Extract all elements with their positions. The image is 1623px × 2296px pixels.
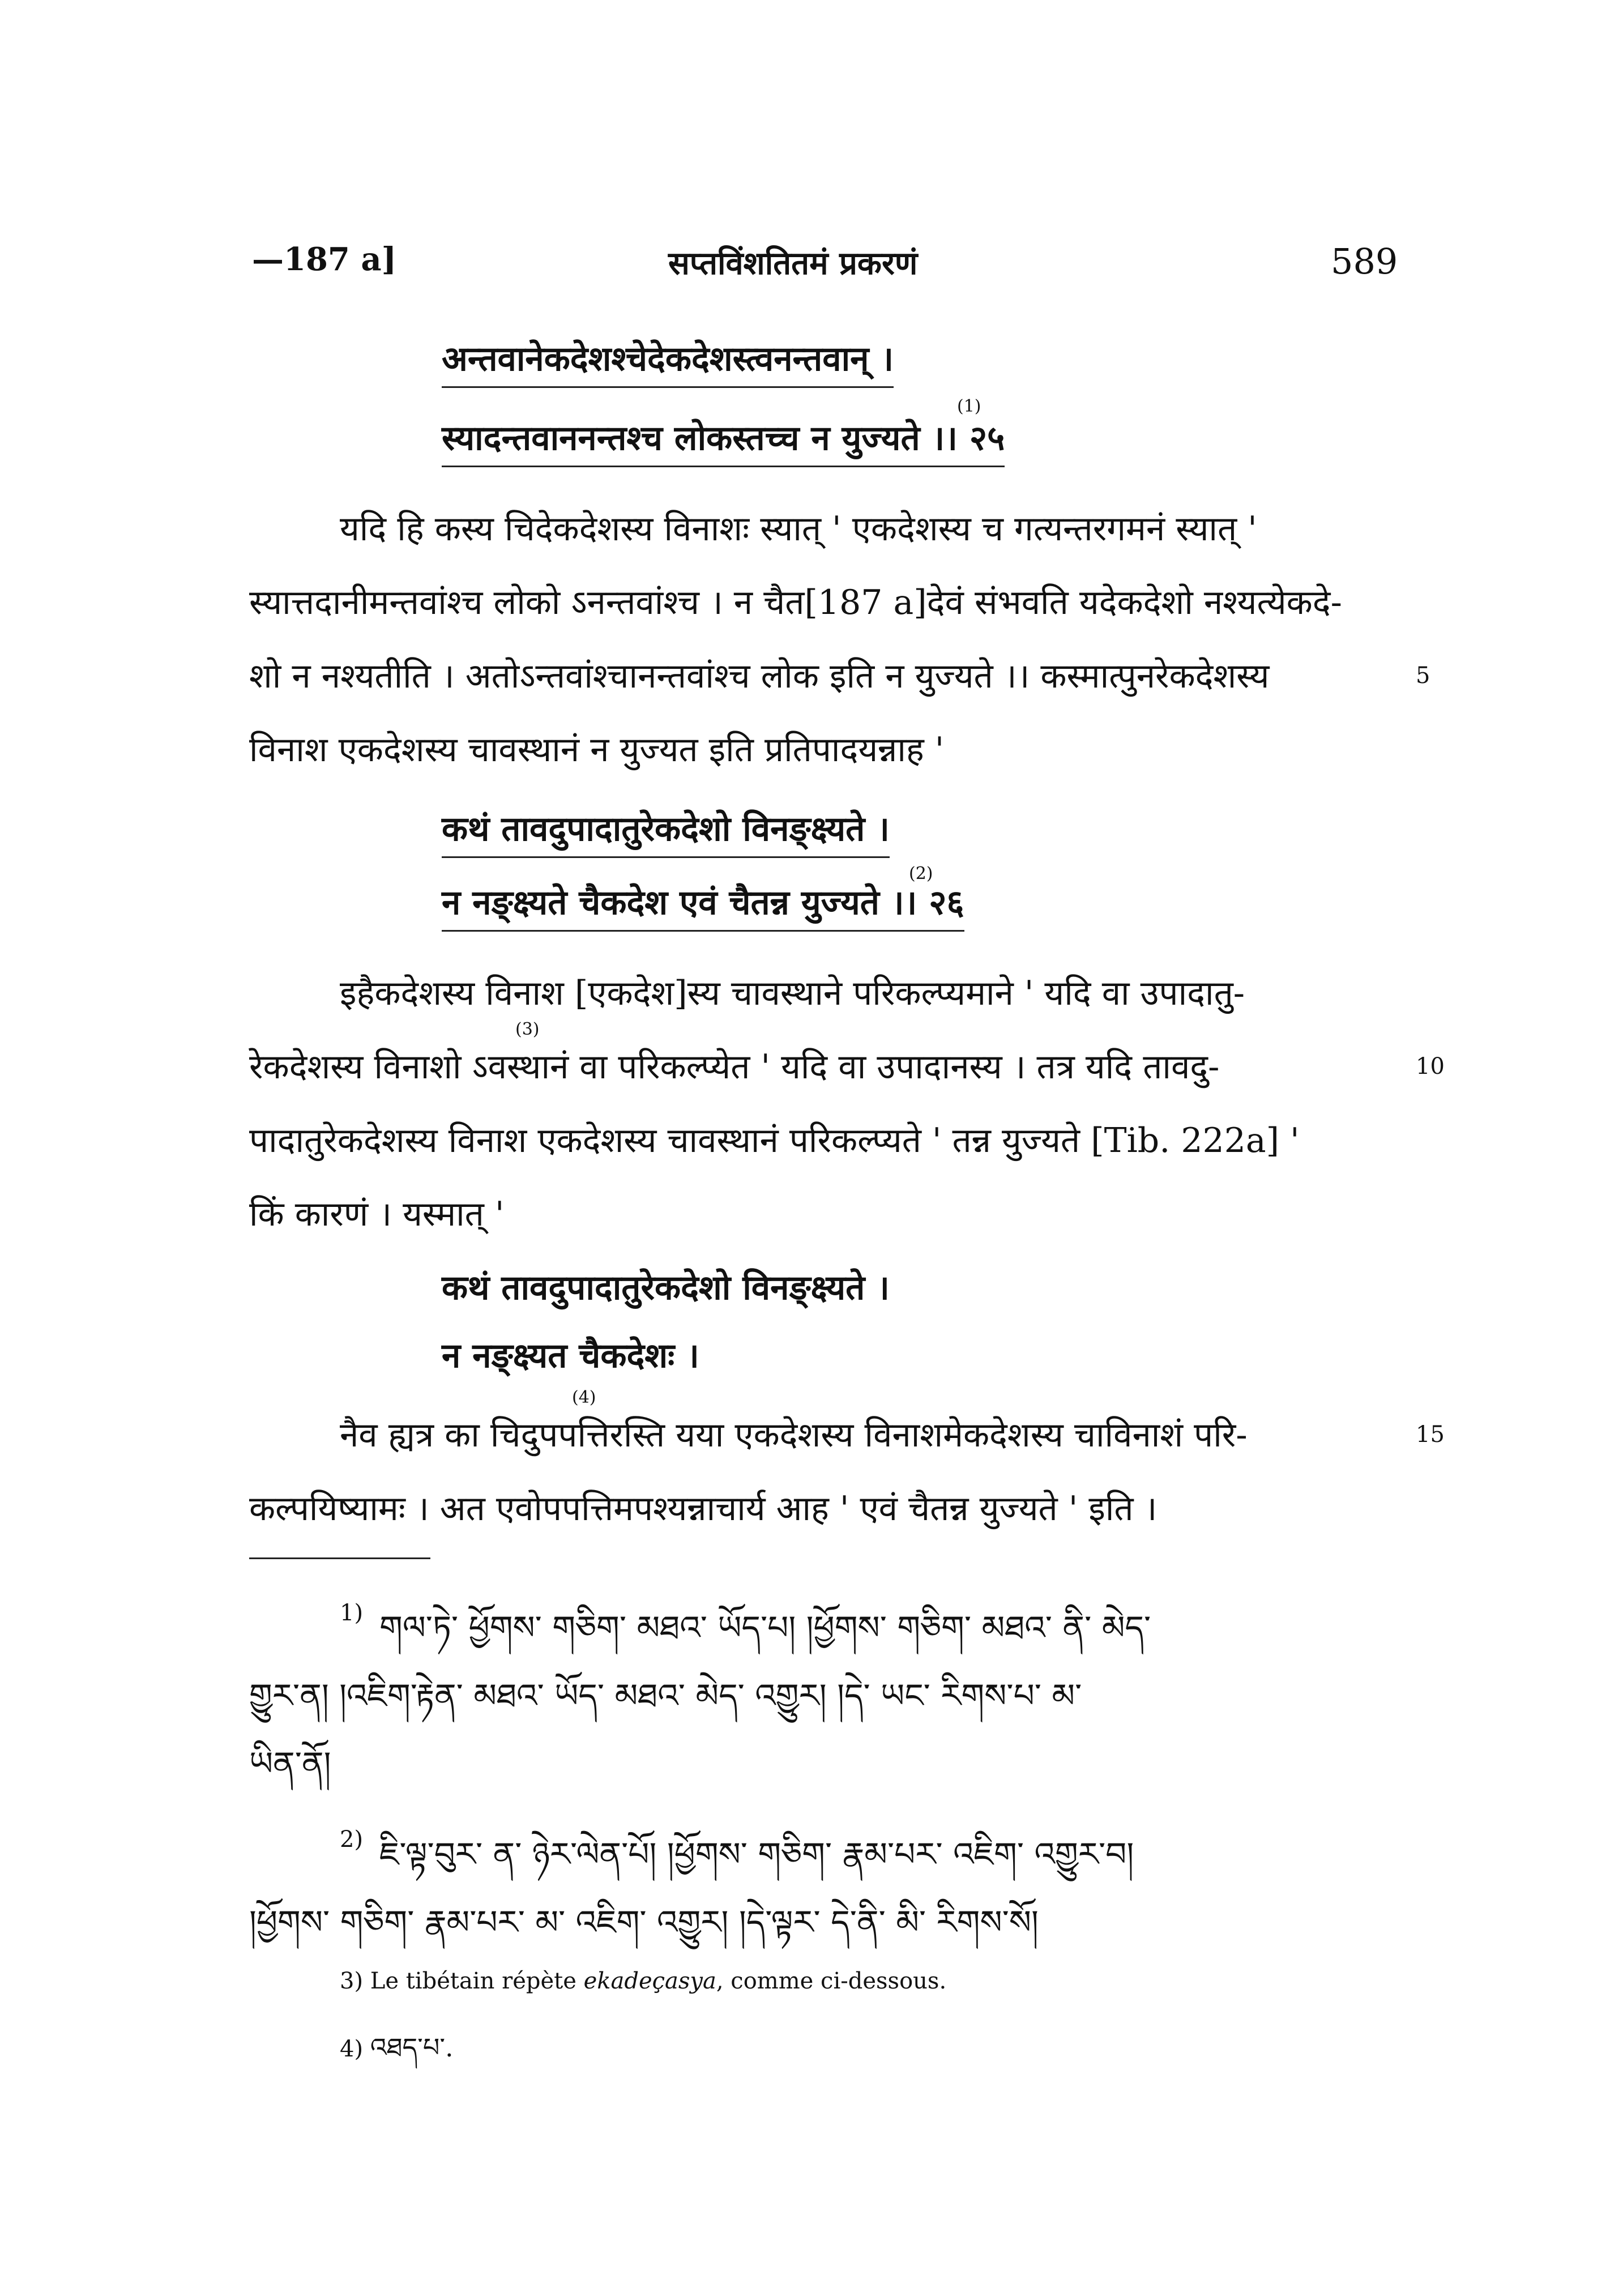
footnote-3-italic-term: ekadeçasya	[583, 1968, 716, 1994]
footnote-marker-4: (4)	[572, 1388, 596, 1407]
footnote-4	[340, 2019, 454, 2092]
footnote-1-line-3: ཡིན་ནོ།	[249, 1744, 331, 1783]
footnote-1-number: 1)	[340, 1600, 364, 1626]
footnote-2-line-1: ཇི་ལྟ་བུར་ ན་ ཉེར་ལེན་པོ། །ཕྱོགས་ གཅིག་ རྣམ་པར་ འཇིག་ འགྱུར་བ།	[379, 1835, 1134, 1873]
page-number: 589	[1331, 241, 1398, 282]
line-number-15: 15	[1416, 1422, 1445, 1448]
running-title: सप्तविंशतितमं प्रकरणं	[668, 245, 918, 282]
footnote-marker-3: (3)	[515, 1019, 540, 1039]
footnote-4-number: 4)	[340, 2036, 364, 2062]
footnote-3-number: 3)	[340, 1968, 364, 1994]
footnote-1-line-1: གལ་ཏེ་ ཕྱོགས་ གཅིག་ མཐའ་ ཡོད་པ། །ཕྱོགས་ གཅིག་ མཐའ་ ནི་ མེད་	[379, 1608, 1151, 1647]
commentary-2-line-2: रेकदेशस्य विनाशो ऽवस्थानं वा परिकल्प्येत ' यदि वा उपादानस्य । तत्र यदि तावदु-	[249, 1047, 1220, 1087]
footnote-1-line-2: གྱུར་ན། །འཇིག་རྟེན་ མཐའ་ ཡོད་ མཐའ་ མེད་ འགྱུར། །དེ་ ཡང་ རིགས་པ་ མ་	[249, 1676, 1082, 1715]
commentary-2-line-1: इहैकदेशस्य विनाश [एकदेश]स्य चावस्थाने परिकल्प्यमाने ' यदि वा उपादातु-	[340, 974, 1245, 1013]
footnote-3-text-before: Le tibétain répète	[370, 1968, 584, 1994]
footnote-2-number: 2)	[340, 1826, 364, 1853]
commentary-2-line-3: पादातुरेकदेशस्य विनाश एकदेशस्य चावस्थानं परिकल्प्यते ' तन्न युज्यते [Tib. 222a] '	[249, 1121, 1300, 1160]
footnote-3	[340, 1968, 946, 1994]
footnote-marker-2: (2)	[909, 864, 933, 884]
commentary-1-line-2: स्यात्तदानीमन्तवांश्च लोको ऽनन्तवांश्च । न चैत[187 a]देवं संभवति यदेकदेशो नश्यत्येकदे-	[249, 583, 1342, 622]
quoted-verse-line-2: न नङ्क्ष्यत चैकदेशः ।	[442, 1336, 699, 1376]
footnote-3-text-after: , comme ci-dessous.	[716, 1968, 947, 1994]
line-number-10: 10	[1416, 1053, 1445, 1079]
commentary-3-line-2: कल्पयिष्यामः । अत एवोपपत्तिमपश्यन्नाचार्य आह ' एवं चैतन्न युज्यते ' इति ।	[249, 1489, 1158, 1529]
verse-25-line-2: स्यादन्तवाननन्तश्च लोकस्तच्च न युज्यते ।। २५	[442, 413, 1005, 467]
verse-26-line-2: न नङ्क्ष्यते चैकदेश एवं चैतन्न युज्यते ।। २६	[442, 878, 964, 932]
footnote-4-text: འཐད་པ་.	[370, 2032, 454, 2063]
verse-25-line-1: अन्तवानेकदेशश्चेदेकदेशस्त्वनन्तवान् ।	[442, 334, 894, 388]
commentary-2-line-4: किं कारणं । यस्मात् '	[249, 1194, 505, 1234]
footnote-2-line-2: །ཕྱོགས་ གཅིག་ རྣམ་པར་ མ་ འཇིག་ འགྱུར། །དེ་ལྟར་ དེ་ནི་ མི་ རིགས་སོ།	[249, 1903, 1039, 1941]
folio-reference: —187 a]	[252, 241, 397, 278]
commentary-3-line-1: नैव ह्यत्र का चिदुपपत्तिरस्ति यया एकदेशस्य विनाशमेकदेशस्य चाविनाशं परि-	[340, 1415, 1248, 1455]
quoted-verse-line-1: कथं तावदुपादातुरेकदेशो विनङ्क्ष्यते ।	[442, 1268, 890, 1308]
line-number-5: 5	[1416, 663, 1430, 689]
footnote-marker-1: (1)	[957, 396, 981, 416]
commentary-1-line-3: शो न नश्यतीति । अतोऽन्तवांश्चानन्तवांश्च लोक इति न युज्यते ।। कस्मात्पुनरेकदेशस्य	[249, 656, 1270, 696]
commentary-1-line-4: विनाश एकदेशस्य चावस्थानं न युज्यत इति प्रतिपादयन्नाह '	[249, 730, 945, 770]
verse-26-line-1: कथं तावदुपादातुरेकदेशो विनङ्क्ष्यते ।	[442, 804, 890, 858]
footnote-divider	[249, 1557, 430, 1559]
commentary-1-line-1: यदि हि कस्य चिदेकदेशस्य विनाशः स्यात् ' एकदेशस्य च गत्यन्तरगमनं स्यात् '	[340, 509, 1257, 549]
